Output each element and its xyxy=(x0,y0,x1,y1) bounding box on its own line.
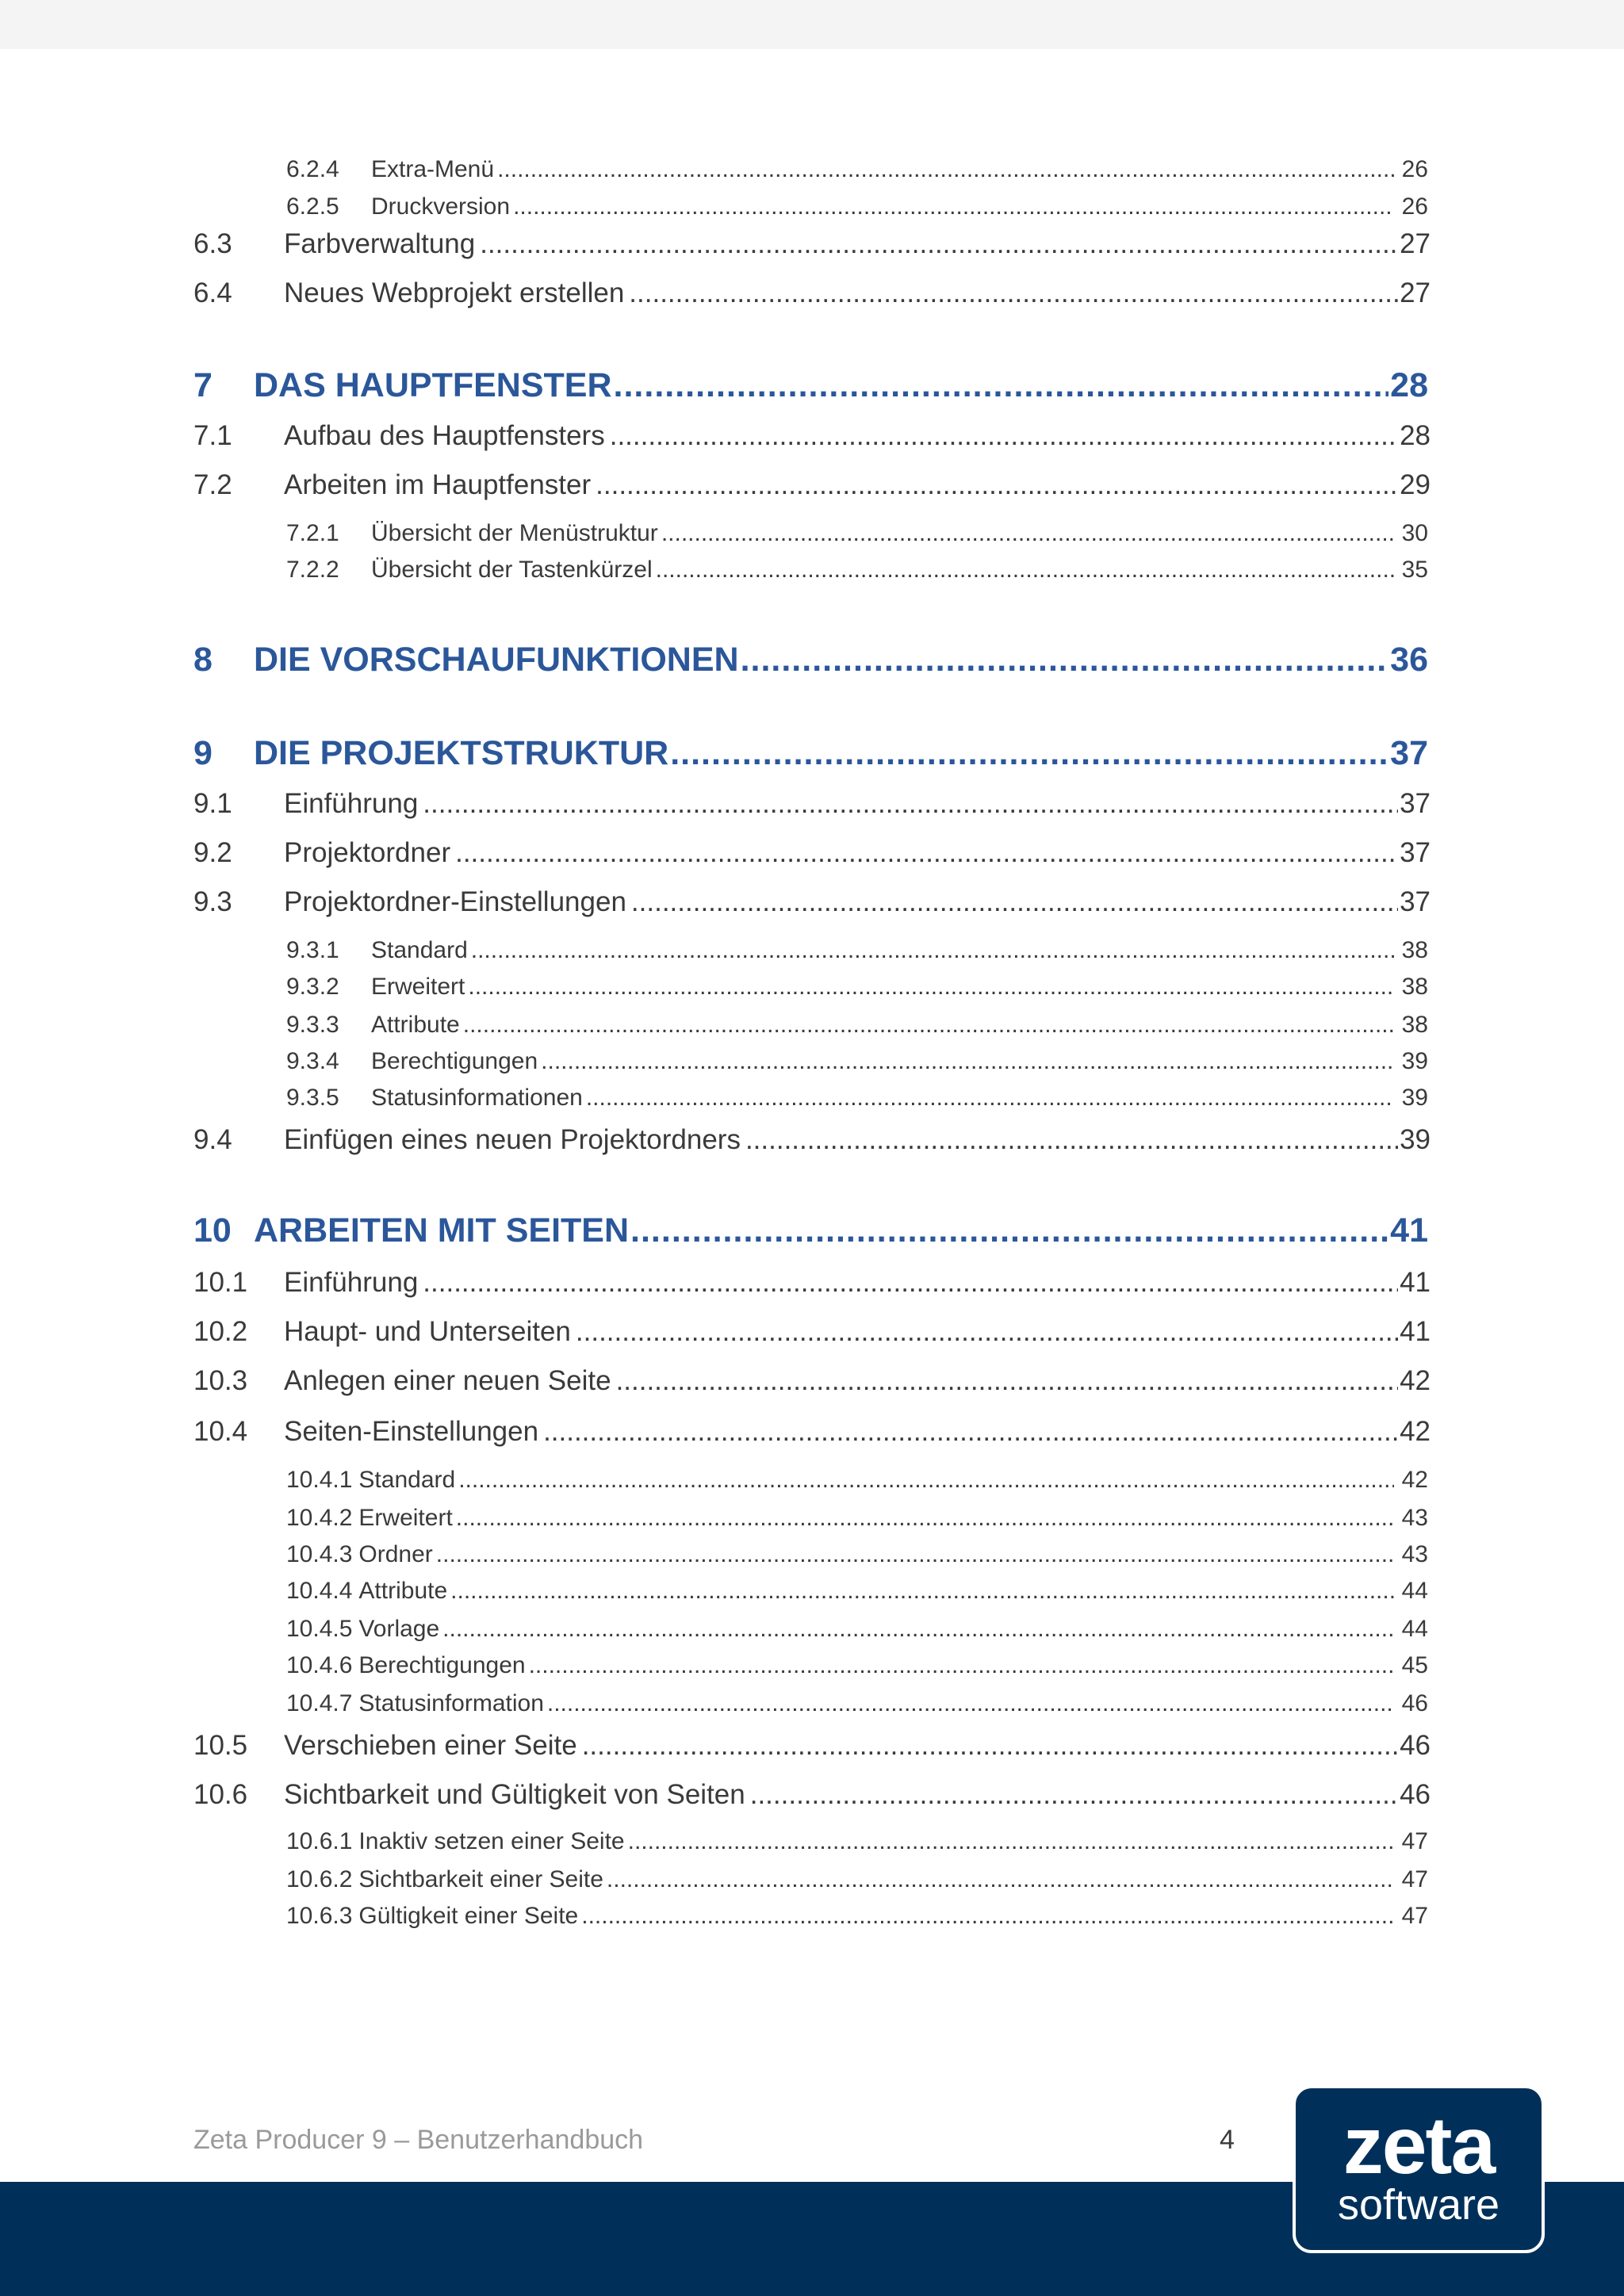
toc-entry-page: 41 xyxy=(1400,1316,1431,1347)
toc-entry-number: 10.4.6 xyxy=(286,1652,353,1678)
toc-dot-leader xyxy=(442,1616,1393,1643)
toc-entry-page: 42 xyxy=(1400,1416,1431,1447)
toc-entry-title: Farbverwaltung xyxy=(284,228,476,259)
toc-entry-title: Attribute xyxy=(358,1578,448,1604)
toc-entry-page: 35 xyxy=(1401,557,1428,583)
toc-entry-title: Übersicht der Tastenkürzel xyxy=(371,557,653,583)
toc-entry-number: 10.4.7 xyxy=(286,1690,353,1716)
toc-entry-page: 36 xyxy=(1390,641,1428,679)
toc-entry-number: 6.3 xyxy=(193,228,232,259)
toc-entry-level-3[interactable] xyxy=(286,1048,1428,1080)
toc-dot-leader xyxy=(741,641,1389,679)
toc-entry-level-2[interactable] xyxy=(193,1416,1431,1452)
toc-dot-leader xyxy=(455,837,1398,869)
toc-entry-level-2[interactable] xyxy=(193,1124,1431,1161)
toc-entry-page: 43 xyxy=(1401,1541,1428,1567)
toc-entry-title: Vorlage xyxy=(358,1616,440,1642)
toc-entry-number: 9.3.4 xyxy=(286,1048,339,1074)
toc-entry-level-1[interactable] xyxy=(193,1211,1428,1251)
toc-entry-level-3[interactable] xyxy=(286,1903,1428,1934)
toc-entry-title: Ordner xyxy=(358,1541,433,1567)
toc-entry-level-1[interactable] xyxy=(193,641,1428,680)
toc-entry-number: 9.3.1 xyxy=(286,937,339,963)
toc-entry-number: 10 xyxy=(193,1211,232,1249)
toc-dot-leader xyxy=(543,1416,1398,1448)
logo-top-text: zeta xyxy=(1342,2100,1495,2191)
toc-entry-title: Standard xyxy=(371,937,468,963)
toc-dot-leader xyxy=(607,1866,1394,1893)
toc-entry-page: 38 xyxy=(1401,1012,1428,1038)
toc-entry-page: 39 xyxy=(1400,1124,1431,1155)
toc-entry-level-3[interactable] xyxy=(286,193,1428,225)
toc-entry-level-2[interactable] xyxy=(193,1779,1431,1816)
toc-dot-leader xyxy=(436,1541,1394,1568)
toc-entry-page: 47 xyxy=(1401,1866,1428,1892)
toc-entry-title: Aufbau des Hauptfensters xyxy=(284,420,605,451)
toc-entry-level-2[interactable] xyxy=(193,1267,1431,1303)
toc-entry-page: 27 xyxy=(1400,277,1431,308)
toc-entry-level-3[interactable] xyxy=(286,1616,1428,1647)
toc-entry-title: Projektordner xyxy=(284,837,451,868)
logo-bottom-text: software xyxy=(1337,2181,1500,2229)
toc-entry-number: 10.4.3 xyxy=(286,1541,353,1567)
toc-entry-title: Seiten-Einstellungen xyxy=(284,1416,539,1447)
toc-entry-page: 45 xyxy=(1401,1652,1428,1678)
toc-entry-page: 47 xyxy=(1401,1903,1428,1929)
toc-entry-level-2[interactable] xyxy=(193,228,1431,265)
footer-page-number: 4 xyxy=(1220,2125,1235,2155)
toc-entry-number: 10.4.5 xyxy=(286,1616,353,1642)
toc-entry-number: 10.4.4 xyxy=(286,1578,353,1604)
toc-entry-page: 26 xyxy=(1401,156,1428,182)
toc-entry-title: Sichtbarkeit einer Seite xyxy=(358,1866,603,1892)
toc-entry-title: Attribute xyxy=(371,1012,460,1038)
toc-dot-leader xyxy=(586,1085,1394,1112)
toc-entry-level-2[interactable] xyxy=(193,837,1431,874)
toc-entry-number: 7.2.1 xyxy=(286,520,339,546)
toc-entry-number: 9.1 xyxy=(193,788,232,819)
toc-entry-title: Übersicht der Menüstruktur xyxy=(371,520,658,546)
toc-entry-title: DIE PROJEKTSTRUKTUR xyxy=(254,734,669,772)
toc-entry-title: Inaktiv setzen einer Seite xyxy=(358,1828,625,1854)
toc-entry-page: 38 xyxy=(1401,974,1428,1000)
toc-dot-leader xyxy=(423,1267,1398,1299)
toc-dot-leader xyxy=(480,228,1398,260)
toc-entry-page: 39 xyxy=(1401,1085,1428,1111)
toc-dot-leader xyxy=(610,420,1398,452)
toc-entry-number: 10.6 xyxy=(193,1779,248,1810)
toc-dot-leader xyxy=(656,557,1394,584)
toc-entry-number: 9.3.5 xyxy=(286,1085,339,1111)
toc-dot-leader xyxy=(670,734,1388,773)
toc-entry-title: Statusinformationen xyxy=(371,1085,583,1111)
toc-dot-leader xyxy=(630,1211,1388,1250)
toc-entry-number: 9.3.3 xyxy=(286,1012,339,1038)
toc-entry-level-1[interactable] xyxy=(193,734,1428,774)
toc-entry-number: 9.3.2 xyxy=(286,974,339,1000)
toc-entry-level-3[interactable] xyxy=(286,1541,1428,1573)
toc-entry-level-3[interactable] xyxy=(286,937,1428,969)
footer-title: Zeta Producer 9 – Benutzerhandbuch xyxy=(193,2125,644,2155)
toc-entry-page: 46 xyxy=(1401,1690,1428,1716)
toc-entry-level-2[interactable] xyxy=(193,788,1431,825)
toc-entry-page: 37 xyxy=(1400,837,1431,868)
toc-entry-title: Gültigkeit einer Seite xyxy=(358,1903,579,1929)
toc-entry-page: 37 xyxy=(1390,734,1428,772)
toc-dot-leader xyxy=(547,1690,1394,1717)
toc-entry-title: Einfügen eines neuen Projektordners xyxy=(284,1124,741,1155)
toc-entry-number: 6.4 xyxy=(193,277,232,308)
toc-dot-leader xyxy=(458,1467,1393,1494)
toc-entry-title: Extra-Menü xyxy=(371,156,495,182)
toc-dot-leader xyxy=(616,1365,1399,1397)
toc-dot-leader xyxy=(631,886,1398,918)
toc-entry-page: 42 xyxy=(1401,1467,1428,1493)
toc-entry-title: Verschieben einer Seite xyxy=(284,1730,577,1761)
toc-entry-page: 44 xyxy=(1401,1616,1428,1642)
toc-entry-title: Einführung xyxy=(284,1267,419,1298)
toc-entry-number: 6.2.5 xyxy=(286,193,339,220)
toc-entry-number: 10.4 xyxy=(193,1416,248,1447)
toc-dot-leader xyxy=(629,277,1398,309)
toc-entry-level-3[interactable] xyxy=(286,557,1428,588)
toc-dot-leader xyxy=(541,1048,1393,1075)
toc-entry-level-3[interactable] xyxy=(286,974,1428,1005)
toc-dot-leader xyxy=(628,1828,1394,1855)
toc-entry-page: 41 xyxy=(1390,1211,1428,1249)
toc-entry-page: 46 xyxy=(1400,1730,1431,1761)
toc-dot-leader xyxy=(456,1505,1394,1532)
toc-entry-number: 10.4.2 xyxy=(286,1505,353,1531)
toc-entry-level-2[interactable] xyxy=(193,420,1431,457)
toc-dot-leader xyxy=(745,1124,1398,1156)
toc-entry-number: 10.1 xyxy=(193,1267,248,1298)
toc-entry-page: 37 xyxy=(1400,886,1431,917)
toc-entry-page: 42 xyxy=(1400,1365,1431,1396)
toc-entry-page: 37 xyxy=(1400,788,1431,819)
toc-entry-level-2[interactable] xyxy=(193,1730,1431,1766)
toc-dot-leader xyxy=(582,1730,1398,1762)
toc-entry-title: Druckversion xyxy=(371,193,511,220)
toc-entry-level-2[interactable] xyxy=(193,277,1431,314)
toc-entry-number: 9 xyxy=(193,734,213,772)
toc-entry-page: 28 xyxy=(1390,366,1428,404)
toc-entry-page: 39 xyxy=(1401,1048,1428,1074)
toc-entry-level-3[interactable] xyxy=(286,1652,1428,1684)
toc-entry-title: Standard xyxy=(358,1467,456,1493)
toc-entry-number: 9.4 xyxy=(193,1124,232,1155)
toc-entry-title: Berechtigungen xyxy=(358,1652,526,1678)
toc-dot-leader xyxy=(468,974,1393,1001)
toc-entry-page: 30 xyxy=(1401,520,1428,546)
toc-entry-title: Sichtbarkeit und Gültigkeit von Seiten xyxy=(284,1779,745,1810)
toc-entry-level-3[interactable] xyxy=(286,1828,1428,1860)
toc-entry-level-3[interactable] xyxy=(286,1467,1428,1498)
toc-entry-number: 10.6.3 xyxy=(286,1903,353,1929)
toc-dot-leader xyxy=(750,1779,1398,1811)
toc-entry-number: 7.2 xyxy=(193,469,232,500)
toc-entry-level-3[interactable] xyxy=(286,1690,1428,1722)
toc-dot-leader xyxy=(513,193,1394,220)
toc-entry-title: Statusinformation xyxy=(358,1690,544,1716)
toc-entry-number: 10.5 xyxy=(193,1730,248,1761)
toc-entry-number: 7.1 xyxy=(193,420,232,451)
toc-entry-level-3[interactable] xyxy=(286,1866,1428,1898)
toc-entry-number: 10.2 xyxy=(193,1316,248,1347)
toc-entry-number: 10.6.1 xyxy=(286,1828,353,1854)
toc-entry-page: 29 xyxy=(1400,469,1431,500)
toc-entry-title: Arbeiten im Hauptfenster xyxy=(284,469,592,500)
toc-dot-leader xyxy=(614,366,1389,405)
toc-dot-leader xyxy=(423,788,1398,820)
toc-entry-title: Einführung xyxy=(284,788,419,819)
toc-entry-number: 9.3 xyxy=(193,886,232,917)
toc-entry-title: Neues Webprojekt erstellen xyxy=(284,277,625,308)
toc-entry-title: DAS HAUPTFENSTER xyxy=(254,366,612,404)
toc-entry-number: 9.2 xyxy=(193,837,232,868)
toc-entry-number: 8 xyxy=(193,641,213,679)
toc-entry-level-2[interactable] xyxy=(193,469,1431,506)
toc-entry-page: 27 xyxy=(1400,228,1431,259)
toc-entry-page: 26 xyxy=(1401,193,1428,220)
toc-entry-number: 7.2.2 xyxy=(286,557,339,583)
toc-dot-leader xyxy=(581,1903,1393,1930)
toc-entry-number: 6.2.4 xyxy=(286,156,339,182)
toc-entry-title: Anlegen einer neuen Seite xyxy=(284,1365,611,1396)
toc-dot-leader xyxy=(450,1578,1393,1605)
toc-entry-page: 46 xyxy=(1400,1779,1431,1810)
toc-entry-title: Haupt- und Unterseiten xyxy=(284,1316,571,1347)
toc-dot-leader xyxy=(661,520,1394,547)
toc-dot-leader xyxy=(529,1652,1394,1679)
toc-dot-leader xyxy=(497,156,1394,183)
toc-entry-number: 7 xyxy=(193,366,213,404)
toc-entry-level-3[interactable] xyxy=(286,1085,1428,1116)
toc-dot-leader xyxy=(471,937,1394,964)
toc-dot-leader xyxy=(463,1012,1394,1039)
toc-entry-level-1[interactable] xyxy=(193,366,1428,406)
toc-entry-page: 44 xyxy=(1401,1578,1428,1604)
toc-entry-page: 43 xyxy=(1401,1505,1428,1531)
toc-dot-leader xyxy=(576,1316,1398,1348)
toc-entry-number: 10.6.2 xyxy=(286,1866,353,1892)
toc-entry-level-3[interactable] xyxy=(286,1578,1428,1609)
toc-entry-title: DIE VORSCHAUFUNKTIONEN xyxy=(254,641,739,679)
toc-entry-level-3[interactable] xyxy=(286,1505,1428,1536)
toc-entry-level-3[interactable] xyxy=(286,1012,1428,1043)
toc-entry-title: Erweitert xyxy=(358,1505,453,1531)
toc-entry-level-2[interactable] xyxy=(193,1365,1431,1402)
toc-entry-page: 47 xyxy=(1401,1828,1428,1854)
toc-entry-page: 41 xyxy=(1400,1267,1431,1298)
toc-entry-title: ARBEITEN MIT SEITEN xyxy=(254,1211,630,1249)
toc-entry-level-3[interactable] xyxy=(286,520,1428,552)
toc-entry-title: Berechtigungen xyxy=(371,1048,538,1074)
toc-entry-title: Erweitert xyxy=(371,974,465,1000)
toc-dot-leader xyxy=(596,469,1398,501)
toc-entry-page: 38 xyxy=(1401,937,1428,963)
toc-entry-level-3[interactable] xyxy=(286,156,1428,188)
toc-entry-level-2[interactable] xyxy=(193,1316,1431,1353)
toc-entry-page: 28 xyxy=(1400,420,1431,451)
toc-entry-level-2[interactable] xyxy=(193,886,1431,923)
zeta-software-logo xyxy=(1293,2085,1545,2253)
toc-entry-number: 10.3 xyxy=(193,1365,248,1396)
toc-entry-number: 10.4.1 xyxy=(286,1467,353,1493)
toc-entry-title: Projektordner-Einstellungen xyxy=(284,886,626,917)
